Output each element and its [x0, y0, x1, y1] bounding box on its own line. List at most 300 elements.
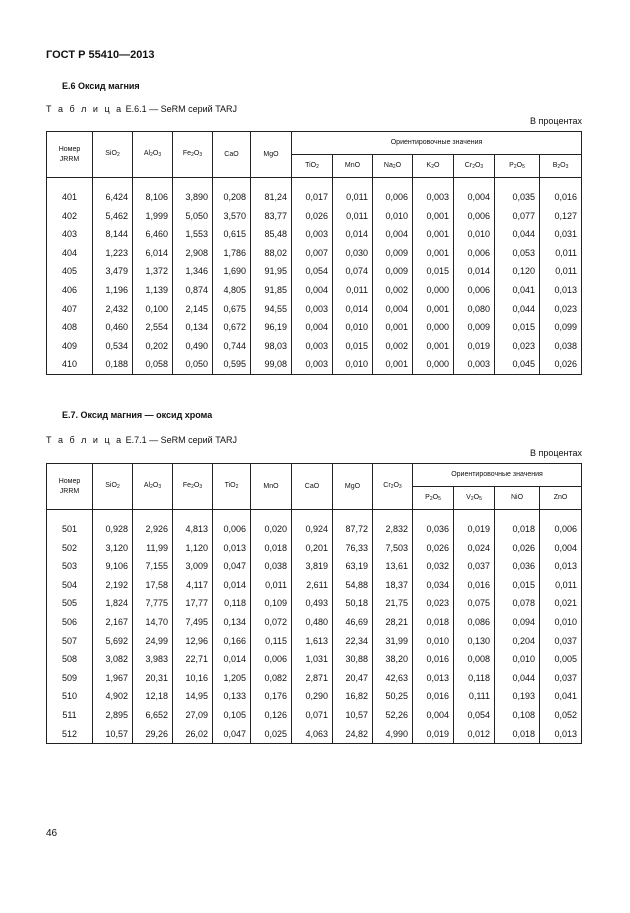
- value-cell: 0,006: [454, 207, 495, 226]
- value-cell: 0,036: [495, 557, 540, 576]
- value-cell: 0,004: [373, 225, 413, 244]
- value-cell: 0,672: [213, 318, 251, 337]
- value-cell: 0,006: [454, 244, 495, 263]
- value-cell: 0,011: [251, 576, 292, 595]
- value-cell: 21,75: [373, 594, 413, 613]
- value-cell: 6,460: [133, 225, 173, 244]
- value-cell: 91,95: [251, 262, 292, 281]
- value-cell: 1,346: [173, 262, 213, 281]
- value-cell: 0,023: [495, 337, 540, 356]
- col-header: $B_2O_3$: [540, 155, 582, 178]
- value-cell: 6,652: [133, 706, 173, 725]
- row-id-cell: 509: [47, 669, 93, 688]
- value-cell: 0,108: [495, 706, 540, 725]
- value-cell: 0,134: [213, 613, 251, 632]
- value-cell: 0,018: [495, 725, 540, 744]
- value-cell: 0,006: [454, 281, 495, 300]
- col-header: $V_2O_5$: [454, 487, 495, 510]
- value-cell: 0,041: [540, 687, 582, 706]
- value-cell: 0,460: [93, 318, 133, 337]
- value-cell: 87,72: [333, 520, 373, 539]
- value-cell: 3,082: [93, 650, 133, 669]
- value-cell: 0,004: [292, 281, 333, 300]
- value-cell: 0,025: [251, 725, 292, 744]
- value-cell: 0,016: [454, 576, 495, 595]
- value-cell: 0,016: [413, 687, 454, 706]
- row-id-cell: 404: [47, 244, 93, 263]
- table-row: [47, 355, 582, 374]
- value-cell: 0,118: [213, 594, 251, 613]
- value-cell: 1,690: [213, 262, 251, 281]
- value-cell: 0,075: [454, 594, 495, 613]
- table-body: [47, 510, 582, 744]
- caption-label: Т а б л и ц а: [46, 435, 124, 445]
- value-cell: 4,063: [292, 725, 333, 744]
- value-cell: 0,026: [495, 539, 540, 558]
- value-cell: 0,193: [495, 687, 540, 706]
- value-cell: 4,805: [213, 281, 251, 300]
- value-cell: 0,109: [251, 594, 292, 613]
- value-cell: 22,71: [173, 650, 213, 669]
- row-id-cell: 408: [47, 318, 93, 337]
- value-cell: 0,078: [495, 594, 540, 613]
- value-cell: 4,117: [173, 576, 213, 595]
- col-header: $Al_2O_3$: [133, 132, 173, 178]
- value-cell: 7,503: [373, 539, 413, 558]
- value-cell: 0,038: [251, 557, 292, 576]
- value-cell: 0,010: [495, 650, 540, 669]
- table-row: [47, 318, 582, 337]
- row-id-cell: 405: [47, 262, 93, 281]
- value-cell: 24,99: [133, 632, 173, 651]
- value-cell: 0,045: [495, 355, 540, 374]
- gap-cell: [495, 510, 540, 521]
- value-cell: 76,33: [333, 539, 373, 558]
- col-header: $Fe_2O_3$: [173, 464, 213, 510]
- unit-label-e61: В процентах: [530, 116, 582, 126]
- value-cell: 0,023: [413, 594, 454, 613]
- gap-cell: [373, 510, 413, 521]
- value-cell: 0,041: [495, 281, 540, 300]
- value-cell: 0,004: [373, 300, 413, 319]
- value-cell: 0,006: [373, 188, 413, 207]
- gap-cell: [213, 178, 251, 189]
- value-cell: 3,479: [93, 262, 133, 281]
- table-row: [47, 520, 582, 539]
- value-cell: 63,19: [333, 557, 373, 576]
- value-cell: 0,130: [454, 632, 495, 651]
- value-cell: 0,050: [173, 355, 213, 374]
- value-cell: 0,204: [495, 632, 540, 651]
- col-header: SiO$_2$: [93, 132, 133, 178]
- value-cell: 0,011: [540, 262, 582, 281]
- gap-cell: [173, 510, 213, 521]
- value-cell: 0,000: [413, 318, 454, 337]
- value-cell: 0,001: [373, 318, 413, 337]
- value-cell: 2,432: [93, 300, 133, 319]
- value-cell: 20,31: [133, 669, 173, 688]
- value-cell: 9,106: [93, 557, 133, 576]
- value-cell: 0,675: [213, 300, 251, 319]
- value-cell: 0,001: [373, 355, 413, 374]
- col-header: CaO: [213, 132, 251, 178]
- value-cell: 1,786: [213, 244, 251, 263]
- value-cell: 96,19: [251, 318, 292, 337]
- col-header: $Cr_2O_3$: [373, 464, 413, 510]
- value-cell: 0,013: [213, 539, 251, 558]
- value-cell: 0,013: [413, 669, 454, 688]
- value-cell: 1,999: [133, 207, 173, 226]
- table-row: [47, 725, 582, 744]
- value-cell: 1,553: [173, 225, 213, 244]
- value-cell: 1,967: [93, 669, 133, 688]
- value-cell: 0,188: [93, 355, 133, 374]
- value-cell: 1,120: [173, 539, 213, 558]
- value-cell: 0,002: [373, 337, 413, 356]
- value-cell: 0,001: [413, 300, 454, 319]
- col-header: NiO: [495, 487, 540, 510]
- col-header: Номер JRRM: [47, 132, 93, 178]
- col-header: ZnO: [540, 487, 582, 510]
- value-cell: 0,744: [213, 337, 251, 356]
- caption-text: Е.7.1 — SeRM серий TARJ: [125, 435, 238, 445]
- value-cell: 0,019: [454, 337, 495, 356]
- value-cell: 0,005: [540, 650, 582, 669]
- value-cell: 17,77: [173, 594, 213, 613]
- value-cell: 0,004: [540, 539, 582, 558]
- value-cell: 2,167: [93, 613, 133, 632]
- value-cell: 0,047: [213, 557, 251, 576]
- value-cell: 16,82: [333, 687, 373, 706]
- value-cell: 5,462: [93, 207, 133, 226]
- value-cell: 46,69: [333, 613, 373, 632]
- value-cell: 29,26: [133, 725, 173, 744]
- value-cell: 0,105: [213, 706, 251, 725]
- value-cell: 0,044: [495, 300, 540, 319]
- row-id-cell: 507: [47, 632, 93, 651]
- value-cell: 1,613: [292, 632, 333, 651]
- value-cell: 0,015: [495, 318, 540, 337]
- value-cell: 3,570: [213, 207, 251, 226]
- value-cell: 0,015: [333, 337, 373, 356]
- value-cell: 3,120: [93, 539, 133, 558]
- value-cell: 0,009: [373, 244, 413, 263]
- value-cell: 0,044: [495, 225, 540, 244]
- row-id-cell: 410: [47, 355, 93, 374]
- value-cell: 0,010: [333, 355, 373, 374]
- value-cell: 0,026: [413, 539, 454, 558]
- row-id-cell: 402: [47, 207, 93, 226]
- table-caption-e61: [46, 104, 237, 114]
- table-e61: [46, 131, 582, 375]
- value-cell: 0,126: [251, 706, 292, 725]
- value-cell: 0,020: [251, 520, 292, 539]
- value-cell: 0,003: [454, 355, 495, 374]
- table-caption-e71: [46, 435, 237, 445]
- caption-text: Е.6.1 — SeRM серий TARJ: [125, 104, 238, 114]
- value-cell: 0,018: [495, 520, 540, 539]
- value-cell: 1,196: [93, 281, 133, 300]
- value-cell: 98,03: [251, 337, 292, 356]
- value-cell: 0,011: [540, 244, 582, 263]
- value-cell: 0,013: [540, 725, 582, 744]
- gap-cell: [373, 178, 413, 189]
- gap-cell: [454, 178, 495, 189]
- group-header: Ориентировочные значения: [292, 132, 582, 155]
- header-gap-row: [47, 178, 582, 189]
- value-cell: 10,57: [93, 725, 133, 744]
- value-cell: 2,832: [373, 520, 413, 539]
- table-row: [47, 262, 582, 281]
- table-body: [47, 178, 582, 375]
- col-header: TiO$_2$: [292, 155, 333, 178]
- table-row: [47, 613, 582, 632]
- value-cell: 0,010: [373, 207, 413, 226]
- value-cell: 0,003: [292, 225, 333, 244]
- col-header: $P_2O_5$: [495, 155, 540, 178]
- value-cell: 4,902: [93, 687, 133, 706]
- table-row: [47, 300, 582, 319]
- value-cell: 0,016: [540, 188, 582, 207]
- gap-cell: [173, 178, 213, 189]
- value-cell: 1,372: [133, 262, 173, 281]
- value-cell: 0,001: [413, 244, 454, 263]
- table-row: [47, 650, 582, 669]
- table-row: [47, 207, 582, 226]
- value-cell: 0,000: [413, 355, 454, 374]
- col-header: $P_2O_5$: [413, 487, 454, 510]
- gap-cell: [540, 510, 582, 521]
- value-cell: 0,133: [213, 687, 251, 706]
- value-cell: 0,010: [413, 632, 454, 651]
- table-row: [47, 225, 582, 244]
- value-cell: 20,47: [333, 669, 373, 688]
- col-header: $Na_2O$: [373, 155, 413, 178]
- value-cell: 0,014: [213, 576, 251, 595]
- value-cell: 0,053: [495, 244, 540, 263]
- value-cell: 30,88: [333, 650, 373, 669]
- section-title-e7: Е.7. Оксид магния — оксид хрома: [62, 410, 213, 420]
- value-cell: 99,08: [251, 355, 292, 374]
- value-cell: 14,95: [173, 687, 213, 706]
- col-header: $Cr_2O_3$: [454, 155, 495, 178]
- value-cell: 4,990: [373, 725, 413, 744]
- row-id-cell: 511: [47, 706, 93, 725]
- value-cell: 0,018: [251, 539, 292, 558]
- value-cell: 17,58: [133, 576, 173, 595]
- value-cell: 0,006: [540, 520, 582, 539]
- value-cell: 0,202: [133, 337, 173, 356]
- value-cell: 13,61: [373, 557, 413, 576]
- value-cell: 0,034: [413, 576, 454, 595]
- row-id-cell: 505: [47, 594, 93, 613]
- value-cell: 0,874: [173, 281, 213, 300]
- value-cell: 38,20: [373, 650, 413, 669]
- value-cell: 3,819: [292, 557, 333, 576]
- value-cell: 0,003: [292, 337, 333, 356]
- value-cell: 7,775: [133, 594, 173, 613]
- table-row: [47, 706, 582, 725]
- value-cell: 0,037: [540, 669, 582, 688]
- value-cell: 14,70: [133, 613, 173, 632]
- value-cell: 0,007: [292, 244, 333, 263]
- row-id-cell: 501: [47, 520, 93, 539]
- value-cell: 0,080: [454, 300, 495, 319]
- value-cell: 0,037: [454, 557, 495, 576]
- value-cell: 12,96: [173, 632, 213, 651]
- value-cell: 0,127: [540, 207, 582, 226]
- table-row: [47, 594, 582, 613]
- page-number: 46: [46, 828, 58, 839]
- col-header: TiO$_2$: [213, 464, 251, 510]
- value-cell: 0,011: [540, 576, 582, 595]
- value-cell: 50,18: [333, 594, 373, 613]
- value-cell: 0,017: [292, 188, 333, 207]
- value-cell: 8,106: [133, 188, 173, 207]
- value-cell: 0,493: [292, 594, 333, 613]
- value-cell: 2,895: [93, 706, 133, 725]
- row-id-cell: 407: [47, 300, 93, 319]
- value-cell: 0,072: [251, 613, 292, 632]
- gap-cell: [333, 510, 373, 521]
- row-id-cell: 506: [47, 613, 93, 632]
- value-cell: 0,026: [540, 355, 582, 374]
- table-row: [47, 281, 582, 300]
- value-cell: 0,118: [454, 669, 495, 688]
- value-cell: 2,871: [292, 669, 333, 688]
- gap-cell: [47, 510, 93, 521]
- value-cell: 10,57: [333, 706, 373, 725]
- value-cell: 0,115: [251, 632, 292, 651]
- value-cell: 0,015: [495, 576, 540, 595]
- value-cell: 0,010: [540, 613, 582, 632]
- value-cell: 0,534: [93, 337, 133, 356]
- table-row: [47, 539, 582, 558]
- value-cell: 0,003: [413, 188, 454, 207]
- gap-cell: [495, 178, 540, 189]
- value-cell: 0,924: [292, 520, 333, 539]
- value-cell: 88,02: [251, 244, 292, 263]
- value-cell: 0,100: [133, 300, 173, 319]
- col-header: MnO: [333, 155, 373, 178]
- value-cell: 22,34: [333, 632, 373, 651]
- value-cell: 0,009: [454, 318, 495, 337]
- col-header: MgO: [333, 464, 373, 510]
- value-cell: 2,192: [93, 576, 133, 595]
- value-cell: 2,145: [173, 300, 213, 319]
- value-cell: 3,890: [173, 188, 213, 207]
- value-cell: 27,09: [173, 706, 213, 725]
- value-cell: 0,054: [292, 262, 333, 281]
- table-row: [47, 669, 582, 688]
- value-cell: 1,223: [93, 244, 133, 263]
- gap-cell: [93, 510, 133, 521]
- value-cell: 0,058: [133, 355, 173, 374]
- header-gap-row: [47, 510, 582, 521]
- value-cell: 0,490: [173, 337, 213, 356]
- gap-cell: [93, 178, 133, 189]
- row-id-cell: 401: [47, 188, 93, 207]
- value-cell: 0,024: [454, 539, 495, 558]
- row-id-cell: 403: [47, 225, 93, 244]
- gap-cell: [213, 510, 251, 521]
- row-id-cell: 503: [47, 557, 93, 576]
- col-header: CaO: [292, 464, 333, 510]
- gap-cell: [251, 178, 292, 189]
- gap-cell: [413, 510, 454, 521]
- table-row: [47, 557, 582, 576]
- value-cell: 0,000: [413, 281, 454, 300]
- value-cell: 0,001: [413, 337, 454, 356]
- value-cell: 0,006: [251, 650, 292, 669]
- gap-cell: [292, 510, 333, 521]
- value-cell: 3,009: [173, 557, 213, 576]
- value-cell: 1,205: [213, 669, 251, 688]
- value-cell: 0,013: [540, 557, 582, 576]
- value-cell: 0,026: [292, 207, 333, 226]
- row-id-cell: 406: [47, 281, 93, 300]
- value-cell: 26,02: [173, 725, 213, 744]
- value-cell: 0,047: [213, 725, 251, 744]
- value-cell: 1,824: [93, 594, 133, 613]
- gap-cell: [251, 510, 292, 521]
- value-cell: 0,018: [413, 613, 454, 632]
- value-cell: 3,983: [133, 650, 173, 669]
- value-cell: 85,48: [251, 225, 292, 244]
- value-cell: 2,926: [133, 520, 173, 539]
- value-cell: 28,21: [373, 613, 413, 632]
- value-cell: 0,052: [540, 706, 582, 725]
- col-header: $Al_2O_3$: [133, 464, 173, 510]
- row-id-cell: 502: [47, 539, 93, 558]
- value-cell: 0,201: [292, 539, 333, 558]
- value-cell: 0,208: [213, 188, 251, 207]
- value-cell: 0,166: [213, 632, 251, 651]
- value-cell: 0,001: [413, 207, 454, 226]
- value-cell: 0,003: [292, 355, 333, 374]
- value-cell: 0,011: [333, 188, 373, 207]
- value-cell: 0,004: [292, 318, 333, 337]
- document-id: ГОСТ Р 55410—2013: [46, 49, 155, 61]
- value-cell: 0,004: [413, 706, 454, 725]
- value-cell: 0,111: [454, 687, 495, 706]
- col-header: $K_2O$: [413, 155, 454, 178]
- table-e71: [46, 463, 582, 744]
- value-cell: 50,25: [373, 687, 413, 706]
- value-cell: 0,011: [333, 281, 373, 300]
- value-cell: 0,014: [333, 225, 373, 244]
- value-cell: 0,044: [495, 669, 540, 688]
- gap-cell: [454, 510, 495, 521]
- value-cell: 0,010: [454, 225, 495, 244]
- value-cell: 0,077: [495, 207, 540, 226]
- value-cell: 0,008: [454, 650, 495, 669]
- value-cell: 6,424: [93, 188, 133, 207]
- value-cell: 0,595: [213, 355, 251, 374]
- value-cell: 0,099: [540, 318, 582, 337]
- value-cell: 0,036: [413, 520, 454, 539]
- group-header: Ориентировочные значения: [413, 464, 582, 487]
- gap-cell: [333, 178, 373, 189]
- row-id-cell: 504: [47, 576, 93, 595]
- value-cell: 0,023: [540, 300, 582, 319]
- table-row: [47, 632, 582, 651]
- value-cell: 54,88: [333, 576, 373, 595]
- value-cell: 12,18: [133, 687, 173, 706]
- value-cell: 0,037: [540, 632, 582, 651]
- row-id-cell: 512: [47, 725, 93, 744]
- value-cell: 0,013: [540, 281, 582, 300]
